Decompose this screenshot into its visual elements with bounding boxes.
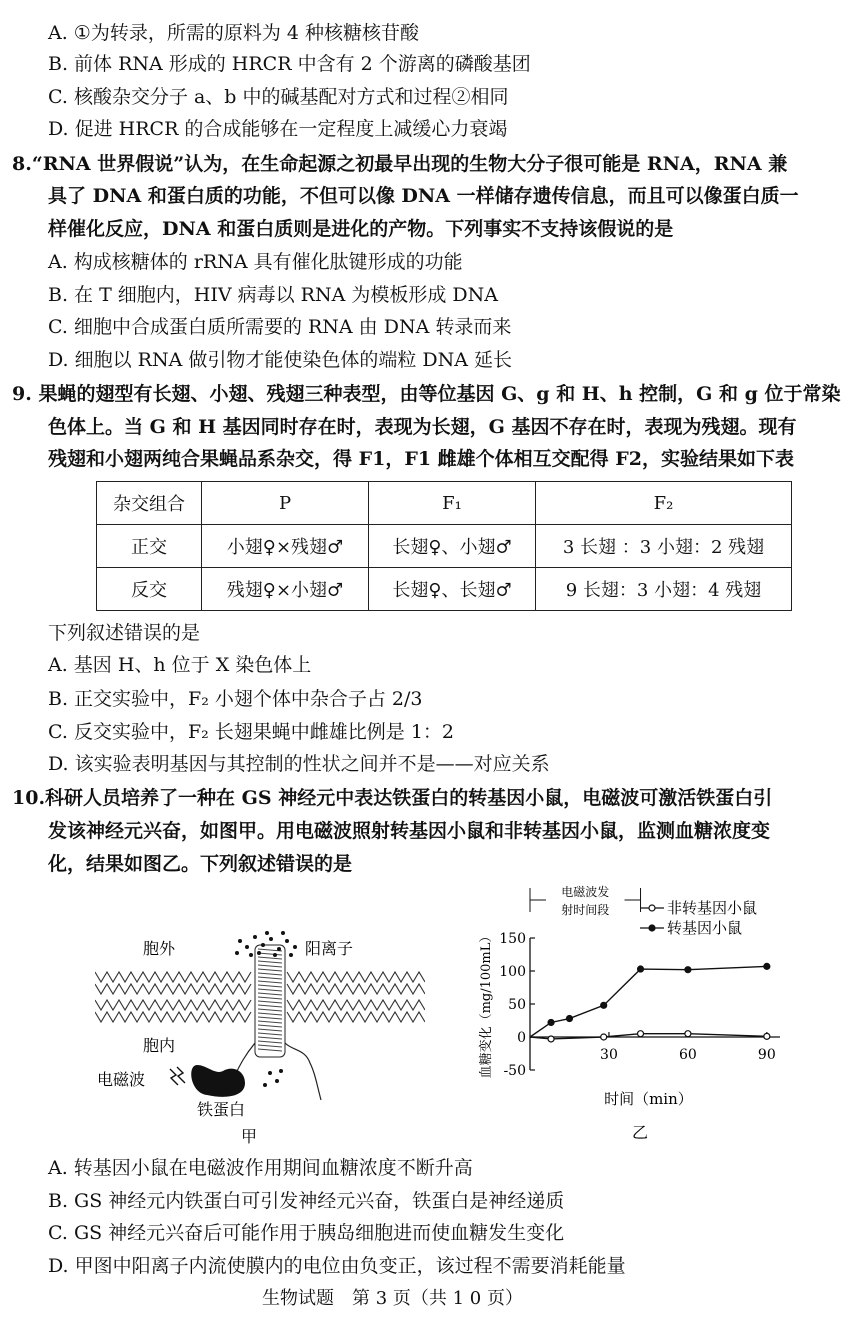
legend-marker (649, 905, 655, 911)
data-point (764, 1033, 770, 1039)
q9-option-c: C. 反交实验中，F₂ 长翅果蝇中雌雄比例是 1：2 (48, 721, 454, 743)
y-tick-label: -50 (503, 1063, 526, 1079)
cation-dot (289, 953, 293, 957)
q10-stem-line-1: 10.科研人员培养了一种在 GS 神经元中表达铁蛋白的转基因小鼠，电磁波可激活铁蛋白引 (12, 787, 773, 809)
series-line (530, 1034, 767, 1039)
y-tick-label: 0 (517, 1030, 526, 1046)
cation-dot (245, 945, 249, 949)
lipid-tail-row (95, 972, 251, 982)
cation-dot (253, 935, 257, 939)
data-point (685, 1031, 691, 1037)
cation-dot (285, 939, 289, 943)
cation-dot (257, 951, 261, 955)
lipid-tail-row (287, 1012, 425, 1022)
data-point (601, 1002, 607, 1008)
table-cell: 长翅♀、长翅♂ (369, 568, 536, 611)
ferritin-blob (191, 1065, 245, 1097)
q8-option-c: C. 细胞中合成蛋白质所需要的 RNA 由 DNA 转录而来 (48, 316, 512, 338)
q10-option-d: D. 甲图中阳离子内流使膜内的电位由负变正，该过程不需要消耗能量 (48, 1255, 626, 1277)
label-ferritin: 铁蛋白 (197, 1100, 246, 1119)
cation-dot (261, 943, 265, 947)
ion-channel (235, 945, 321, 1100)
lipid-tail-row (95, 1000, 251, 1010)
table-header: F₂ (536, 482, 792, 525)
q9-option-b: B. 正交实验中，F₂ 小翅个体中杂合子占 2/3 (48, 688, 423, 710)
table-header: F₁ (369, 482, 536, 525)
label-inside: 胞内 (143, 1036, 176, 1055)
lipid-tail-row (287, 972, 425, 982)
legend-label: 非转基因小鼠 (667, 899, 758, 917)
q7-option-b: B. 前体 RNA 形成的 HRCR 中含有 2 个游离的磷酸基团 (48, 53, 531, 75)
caption-yi: 乙 (632, 1123, 649, 1142)
q7-option-c: C. 核酸杂交分子 a、b 中的碱基配对方式和过程②相同 (48, 86, 509, 108)
caption-jia: 甲 (241, 1127, 258, 1146)
table-header: P (202, 482, 369, 525)
page-footer: 生物试题 第 3 页（共 1 0 页） (262, 1288, 523, 1309)
chart-legend (640, 899, 757, 937)
label-outside: 胞外 (143, 939, 176, 958)
q9-lead: 下列叙述错误的是 (48, 622, 201, 644)
cation-dot (273, 953, 277, 957)
table-cell: 3 长翅 ：3 小翅：2 残翅 (536, 525, 792, 568)
x-axis-label: 时间（min） (604, 1090, 693, 1108)
q7-option-d: D. 促进 HRCR 的合成能够在一定程度上减缓心力衰竭 (48, 118, 508, 140)
lipid-tail-row (287, 1000, 425, 1010)
data-point (685, 967, 691, 973)
data-point (566, 1016, 572, 1022)
annotation-text-2: 射时间段 (561, 903, 610, 917)
lipid-tail-row (95, 984, 251, 994)
y-axis-label: 血糖变化（mg/100mL） (479, 929, 494, 1079)
x-tick-label: 60 (678, 1047, 697, 1063)
cation-dot (279, 1069, 283, 1073)
table-cell: 残翅♀×小翅♂ (202, 568, 369, 611)
q8-option-d: D. 细胞以 RNA 做引物才能使染色体的端粒 DNA 延长 (48, 349, 513, 371)
data-point (601, 1034, 607, 1040)
q10-option-c: C. GS 神经元兴奋后可能作用于胰岛细胞进而使血糖发生变化 (48, 1222, 565, 1244)
q10-stem-line-2: 发该神经元兴奋，如图甲。用电磁波照射转基因小鼠和非转基因小鼠，监测血糖浓度变 (48, 820, 771, 842)
table-cell: 正交 (97, 525, 202, 568)
cation-dot (265, 931, 269, 935)
lipid-tail-row (287, 984, 425, 994)
q8-option-a: A. 构成核糖体的 rRNA 具有催化肽键形成的功能 (48, 251, 463, 273)
cation-dot (249, 953, 253, 957)
q9-option-a: A. 基因 H、h 位于 X 染色体上 (48, 654, 312, 676)
table-row (97, 568, 792, 611)
electromagnetic-wave-icon (170, 1067, 185, 1085)
label-wave: 电磁波 (97, 1070, 146, 1089)
table-cell: 9 长翅：3 小翅：4 残翅 (536, 568, 792, 611)
table-cell: 小翅♀×残翅♂ (202, 525, 369, 568)
cation-dot (269, 937, 273, 941)
q9-stem-line-2: 色体上。当 G 和 H 基因同时存在时，表现为长翅，G 基因不存在时，表现为残翅。现有 (48, 416, 797, 438)
data-point (638, 966, 644, 972)
lipid-tail-row (95, 1012, 251, 1022)
data-point (764, 963, 770, 969)
q8-stem-line-3: 样催化反应，DNA 和蛋白质则是进化的产物。下列事实不支持该假说的是 (48, 218, 674, 240)
cation-dot (275, 1079, 279, 1083)
table-header: 杂交组合 (97, 482, 202, 525)
q8-stem-line-1: 8.“RNA 世界假说”认为，在生命起源之初最早出现的生物大分子很可能是 RNA，RNA 兼 (12, 153, 788, 175)
cation-dot (293, 945, 297, 949)
q10-stem-line-3: 化，结果如图乙。下列叙述错误的是 (48, 853, 353, 875)
cation-dot (277, 947, 281, 951)
legend-label: 转基因小鼠 (667, 919, 743, 937)
table-cell: 反交 (97, 568, 202, 611)
q10-option-a: A. 转基因小鼠在电磁波作用期间血糖浓度不断升高 (48, 1157, 473, 1179)
y-tick-label: 150 (499, 931, 526, 947)
cation-dot (238, 939, 242, 943)
chart-series (530, 963, 770, 1042)
q9-option-d: D. 该实验表明基因与其控制的性状之间并不是——对应关系 (48, 753, 550, 775)
q8-stem-line-2: 具了 DNA 和蛋白质的功能，不但可以像 DNA 一样储存遗传信息，而且可以像蛋白质一 (48, 185, 799, 207)
blood-glucose-chart (470, 880, 800, 1150)
membrane-diagram (95, 925, 425, 1150)
label-cation: 阳离子 (305, 939, 354, 958)
legend-marker (649, 925, 655, 931)
table-header-row (97, 482, 792, 525)
series-line (530, 966, 767, 1037)
data-point (548, 1019, 554, 1025)
table-cell: 长翅♀、小翅♂ (369, 525, 536, 568)
data-point (638, 1031, 644, 1037)
cross-table (96, 481, 792, 611)
x-tick-label: 30 (600, 1047, 618, 1063)
q10-option-b: B. GS 神经元内铁蛋白可引发神经元兴奋，铁蛋白是神经递质 (48, 1190, 565, 1212)
cation-dot (281, 931, 285, 935)
x-tick-label: 90 (757, 1047, 776, 1063)
q8-option-b: B. 在 T 细胞内，HIV 病毒以 RNA 为模板形成 DNA (48, 284, 498, 306)
cation-dot (235, 951, 239, 955)
chart-axes (499, 931, 780, 1079)
data-point (548, 1036, 554, 1042)
cation-dot (263, 1083, 267, 1087)
annotation-text-1: 电磁波发 (561, 885, 610, 899)
q9-stem-line-3: 残翅和小翅两纯合果蝇品系杂交，得 F1，F1 雌雄个体相互交配得 F2，实验结果如下表 (48, 448, 794, 470)
y-tick-label: 50 (508, 997, 526, 1013)
cation-dot (268, 1071, 272, 1075)
q7-option-a: A. ①为转录，所需的原料为 4 种核糖核苷酸 (48, 22, 420, 44)
y-tick-label: 100 (499, 964, 526, 980)
q9-stem-line-1: 9. 果蝇的翅型有长翅、小翅、残翅三种表型，由等位基因 G、g 和 H、h 控制，G 和 g 位于常染 (12, 383, 841, 405)
annotation-bracket (530, 884, 641, 917)
table-row (97, 525, 792, 568)
